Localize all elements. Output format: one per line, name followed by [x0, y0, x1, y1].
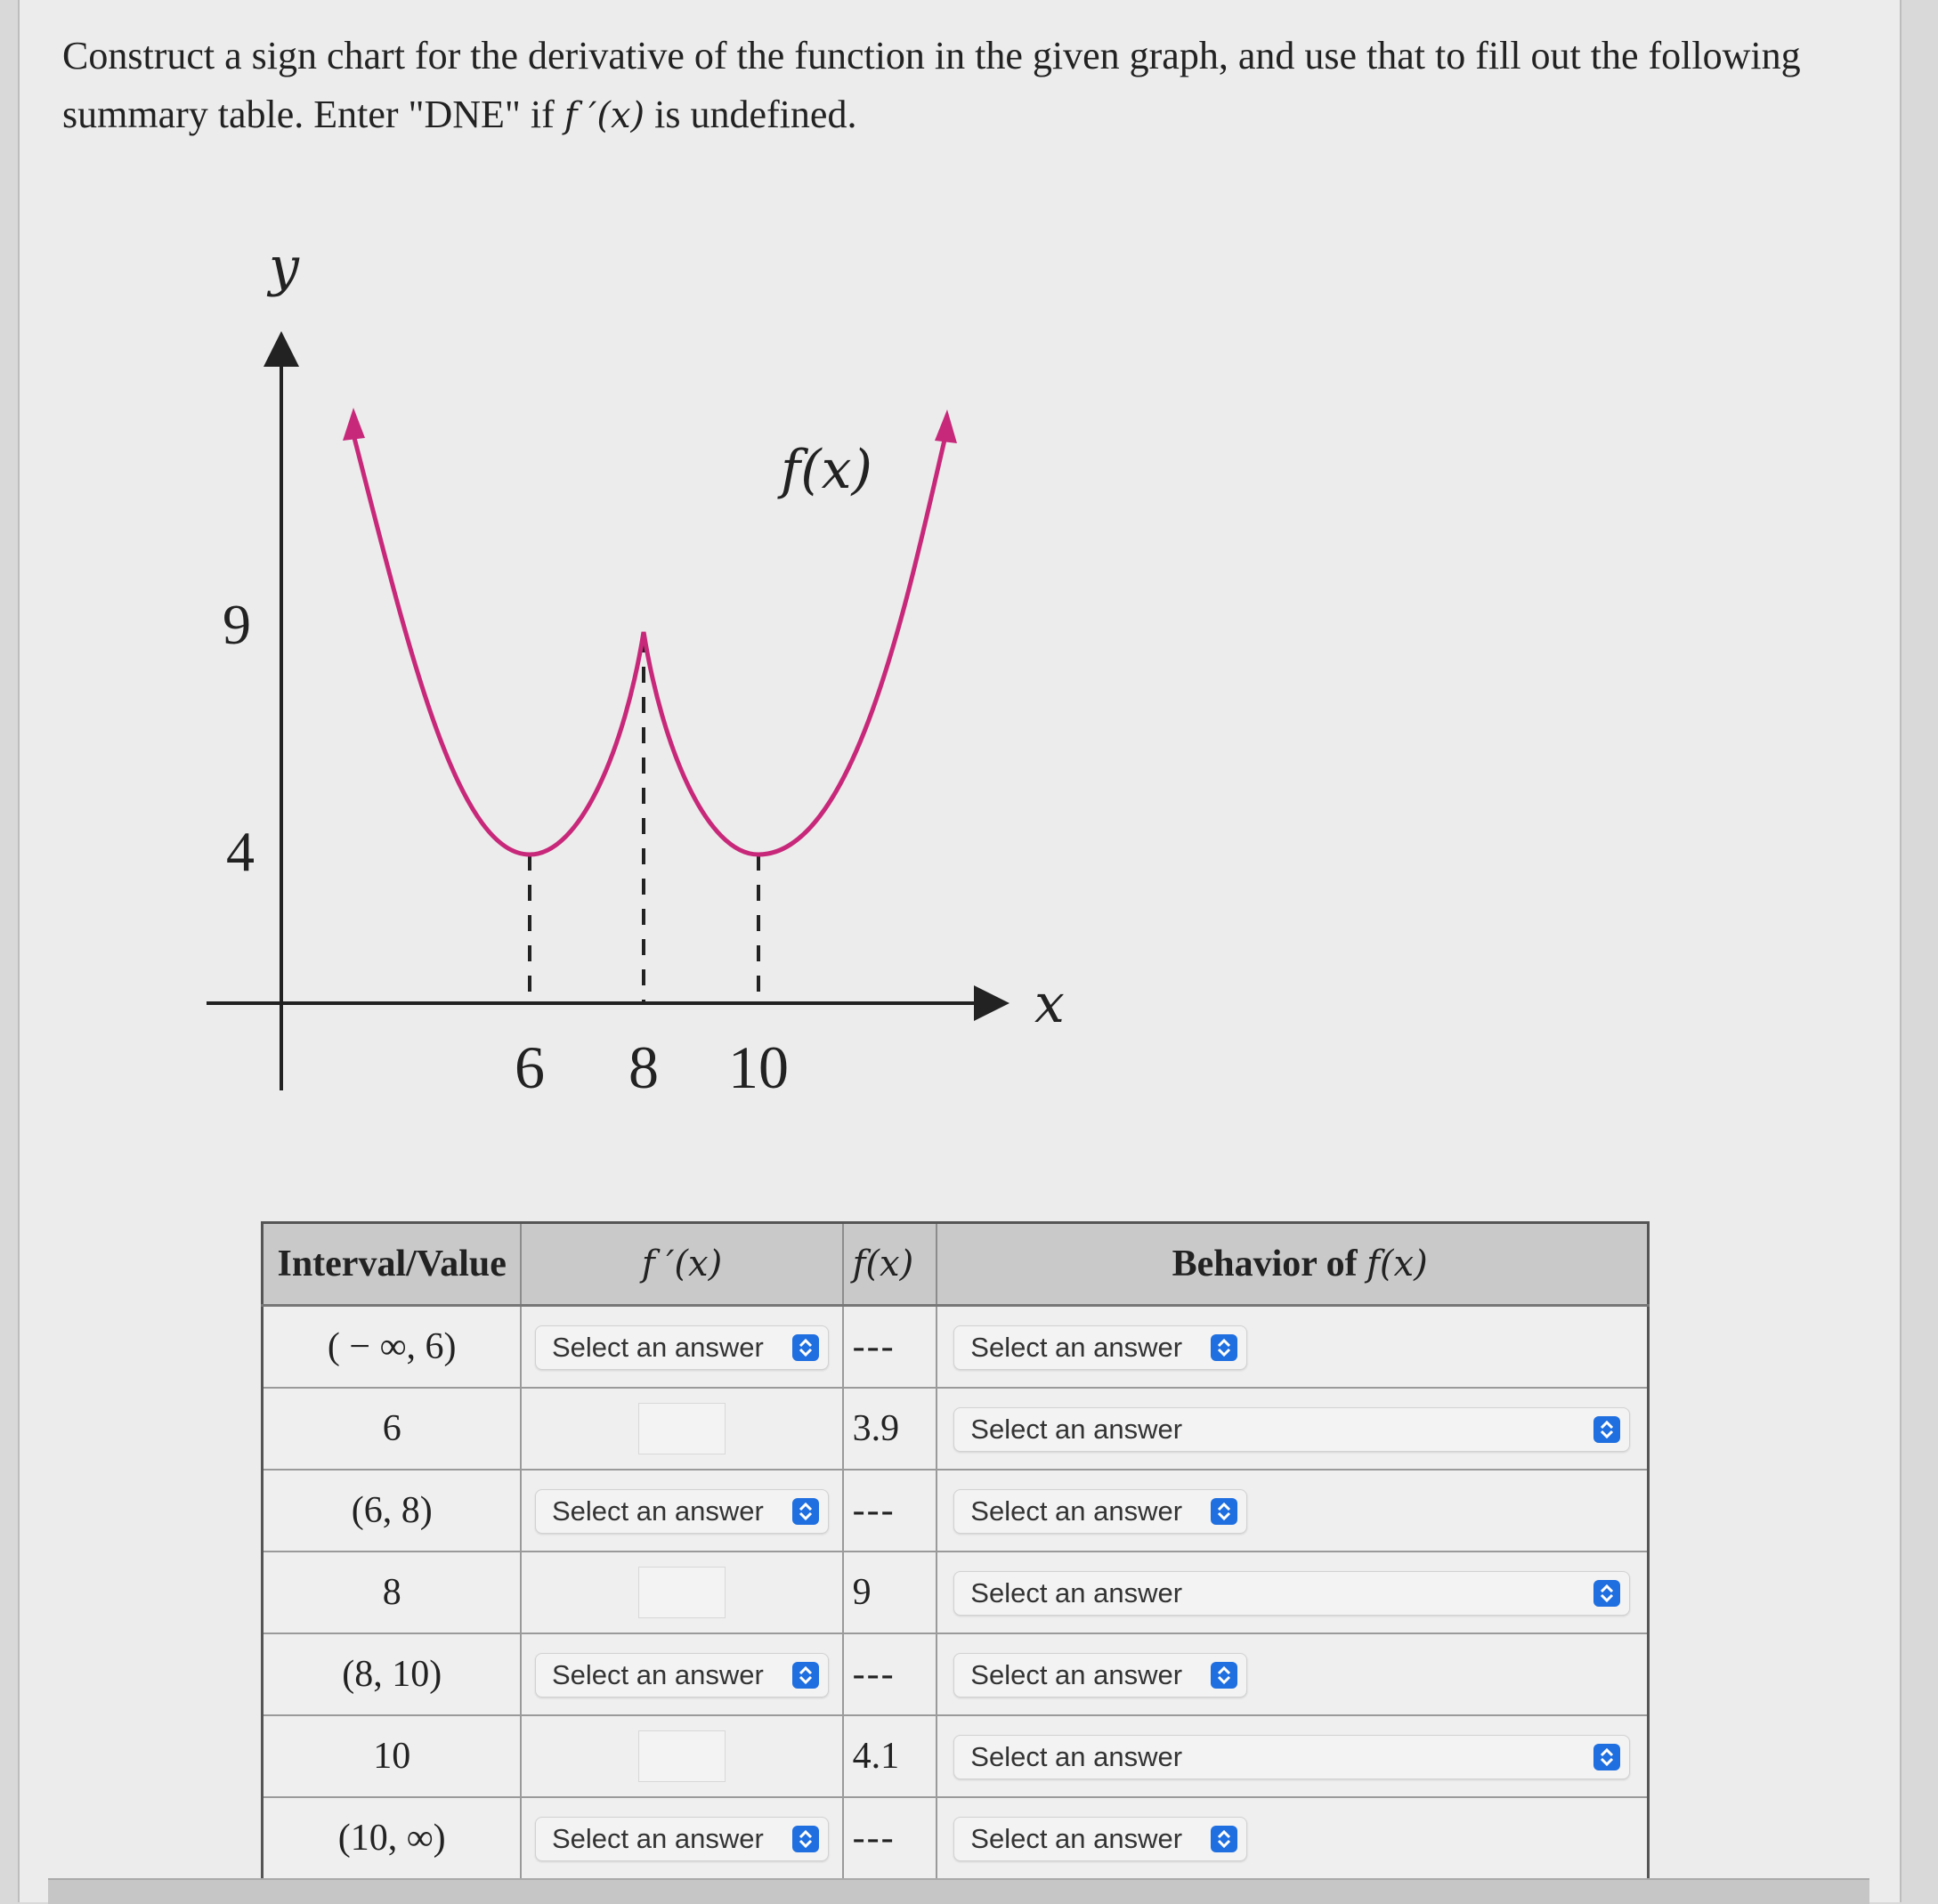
select-text: Select an answer: [552, 1495, 764, 1527]
select-text: Select an answer: [970, 1823, 1183, 1855]
fprime-select[interactable]: [535, 1817, 829, 1861]
x-tick-8: 8: [628, 1033, 659, 1101]
f-value-cell: ---: [843, 1470, 937, 1552]
table-row: [263, 1306, 1649, 1389]
behavior-select[interactable]: [953, 1817, 1247, 1861]
behavior-select[interactable]: [953, 1407, 1630, 1452]
bottom-bar: [48, 1878, 1869, 1904]
header-behavior-text: Behavior of: [1172, 1244, 1367, 1284]
fprime-cell: [521, 1633, 842, 1715]
fprime-select[interactable]: [535, 1325, 829, 1370]
fprime-select[interactable]: [535, 1489, 829, 1534]
select-text: Select an answer: [970, 1741, 1183, 1773]
interval-cell: 8: [263, 1552, 522, 1633]
f-value-cell: ---: [843, 1797, 937, 1880]
table-row: [263, 1797, 1649, 1880]
behavior-cell: [937, 1470, 1648, 1552]
behavior-cell: [937, 1552, 1648, 1633]
select-text: Select an answer: [970, 1659, 1183, 1691]
interval-cell: (8, 10): [263, 1633, 522, 1715]
select-text: Select an answer: [552, 1332, 764, 1364]
curve-label: f(x): [781, 439, 872, 501]
table-row: [263, 1470, 1649, 1552]
summary-table: [261, 1221, 1650, 1881]
behavior-select[interactable]: [953, 1735, 1630, 1779]
behavior-cell: [937, 1633, 1648, 1715]
f-value-cell: ---: [843, 1633, 937, 1715]
interval-cell: 6: [263, 1388, 522, 1470]
interval-cell: (10, ∞): [263, 1797, 522, 1880]
up-down-chevron-icon: [1593, 1744, 1620, 1770]
up-down-chevron-icon: [792, 1498, 819, 1525]
f-value-cell: ---: [843, 1306, 937, 1389]
behavior-select[interactable]: [953, 1325, 1247, 1370]
table-row: [263, 1388, 1649, 1470]
table-header-row: [263, 1223, 1649, 1306]
select-text: Select an answer: [970, 1414, 1183, 1446]
x-axis-label: x: [1034, 973, 1065, 1035]
question-prompt: [62, 27, 1878, 145]
up-down-chevron-icon: [792, 1662, 819, 1689]
curve-arrow-right-icon: [935, 409, 957, 443]
behavior-cell: [937, 1388, 1648, 1470]
interval-cell: (6, 8): [263, 1470, 522, 1552]
header-interval: Interval/Value: [263, 1223, 522, 1306]
table-row: [263, 1715, 1649, 1797]
select-text: Select an answer: [970, 1332, 1183, 1364]
fprime-select[interactable]: [535, 1653, 829, 1697]
up-down-chevron-icon: [1211, 1498, 1237, 1525]
interval-cell: 10: [263, 1715, 522, 1797]
up-down-chevron-icon: [1211, 1826, 1237, 1852]
select-text: Select an answer: [970, 1495, 1183, 1527]
up-down-chevron-icon: [1211, 1334, 1237, 1361]
behavior-cell: [937, 1306, 1648, 1389]
behavior-cell: [937, 1797, 1648, 1880]
up-down-chevron-icon: [1593, 1416, 1620, 1443]
interval-cell: ( − ∞, 6): [263, 1306, 522, 1389]
x-tick-6: 6: [515, 1033, 545, 1101]
fprime-cell: [521, 1306, 842, 1389]
curve-arrow-left-icon: [343, 408, 365, 441]
select-text: Select an answer: [552, 1659, 764, 1691]
fprime-answer-input[interactable]: [638, 1730, 726, 1782]
behavior-select[interactable]: [953, 1653, 1247, 1697]
up-down-chevron-icon: [792, 1334, 819, 1361]
behavior-select[interactable]: [953, 1489, 1247, 1534]
behavior-select[interactable]: [953, 1571, 1630, 1616]
fprime-cell: [521, 1388, 842, 1470]
up-down-chevron-icon: [1211, 1662, 1237, 1689]
header-fprime: f ′(x): [521, 1223, 842, 1306]
y-tick-4: 4: [226, 820, 255, 883]
fprime-answer-input[interactable]: [638, 1567, 726, 1618]
fprime-cell: [521, 1715, 842, 1797]
x-tick-10: 10: [728, 1033, 789, 1101]
prompt-text-2: is undefined.: [645, 93, 857, 136]
table-row: [263, 1552, 1649, 1633]
header-behavior: [937, 1223, 1648, 1306]
prompt-fprime: f ′(x): [564, 95, 645, 136]
fprime-cell: [521, 1470, 842, 1552]
y-tick-9: 9: [223, 593, 251, 656]
f-value-cell: 9: [843, 1552, 937, 1633]
prompt-text-1: Construct a sign chart for the derivative of the function in the given graph, and use that to fill out the following summary table. Enter "DNE" if: [62, 34, 1801, 136]
table-row: [263, 1633, 1649, 1715]
header-behavior-fn: f(x): [1366, 1244, 1428, 1284]
select-text: Select an answer: [970, 1577, 1183, 1609]
behavior-cell: [937, 1715, 1648, 1797]
fprime-cell: [521, 1797, 842, 1880]
f-value-cell: 4.1: [843, 1715, 937, 1797]
up-down-chevron-icon: [792, 1826, 819, 1852]
select-text: Select an answer: [552, 1823, 764, 1855]
function-graph: [180, 214, 1070, 1104]
up-down-chevron-icon: [1593, 1580, 1620, 1607]
header-f: f(x): [843, 1223, 937, 1306]
f-value-cell: 3.9: [843, 1388, 937, 1470]
y-axis-label: y: [269, 236, 299, 298]
fprime-cell: [521, 1552, 842, 1633]
fprime-answer-input[interactable]: [638, 1403, 726, 1454]
